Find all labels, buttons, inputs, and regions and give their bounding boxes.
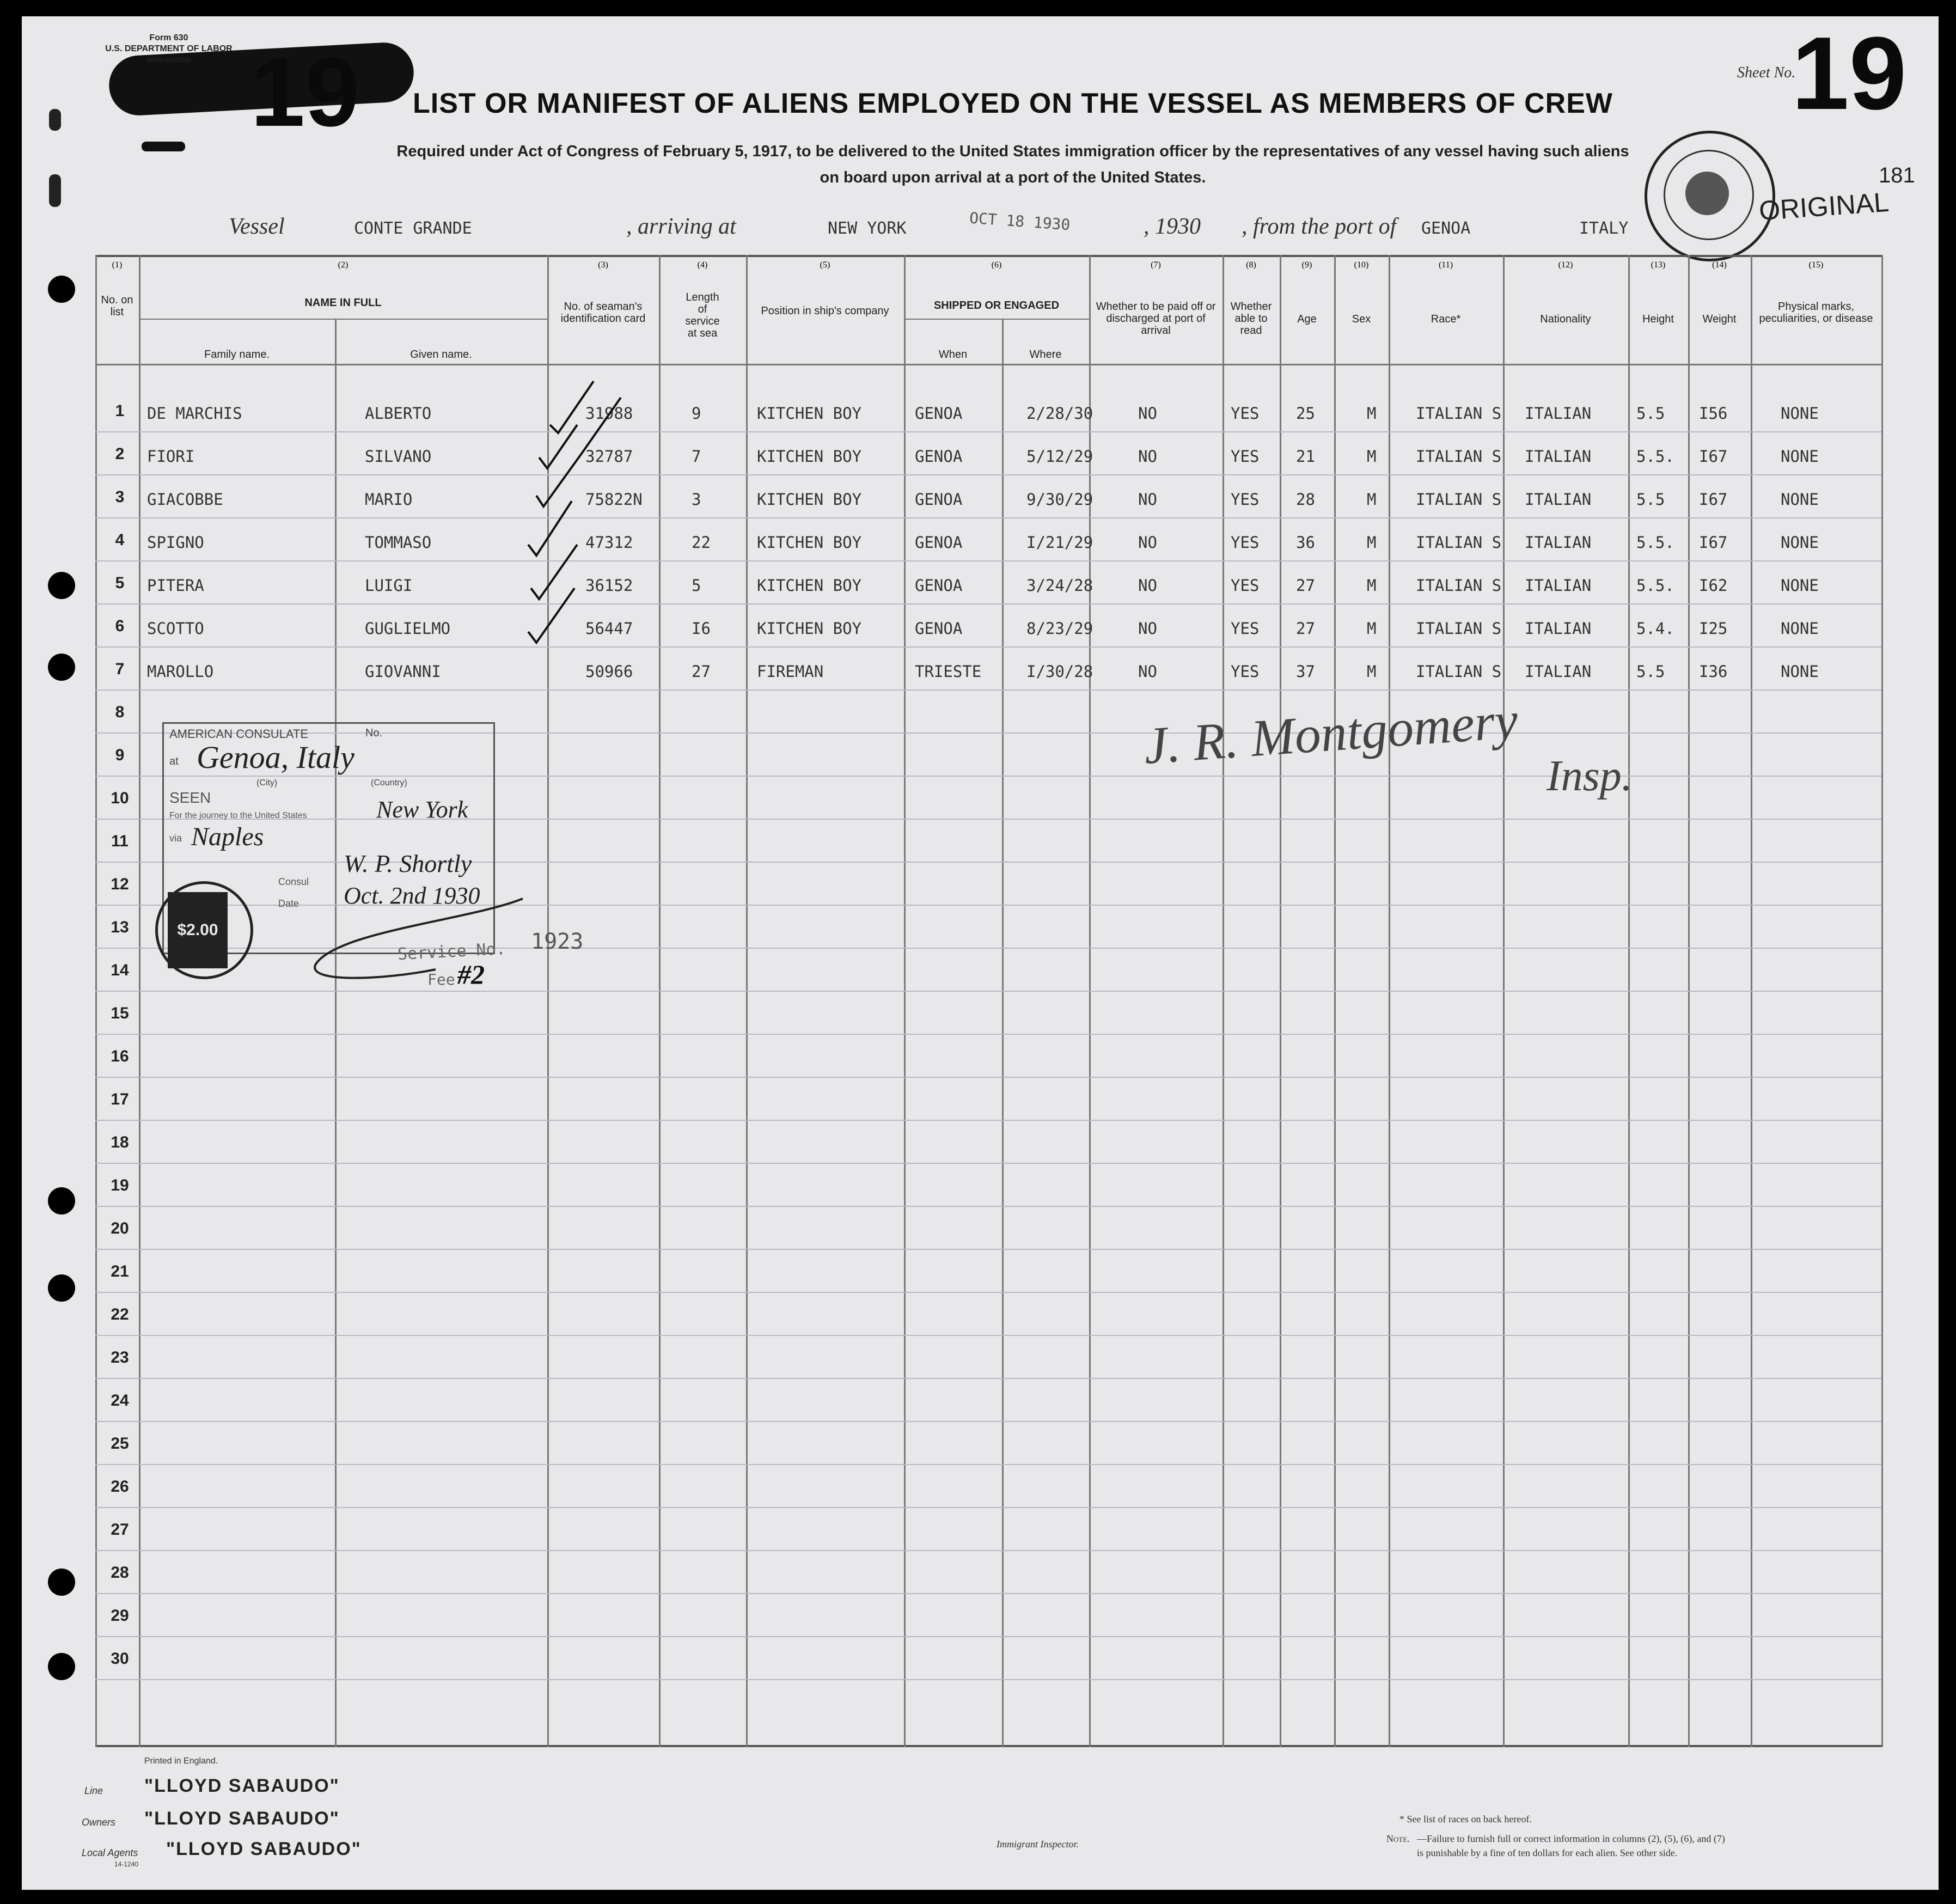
consulate-city-handwritten: Genoa, Italy [197,740,354,775]
binding-mark [49,174,61,207]
page-number: 181 [1879,163,1915,187]
id-card-number: 47312 [585,533,633,552]
row-number: 29 [111,1607,129,1625]
arrival-date-stamp: OCT 18 1930 [969,209,1071,234]
table-row-line [95,1034,1881,1035]
sheet-number: 19 [1792,16,1907,131]
consul-flourish [294,888,545,991]
physical-marks: NONE [1781,576,1819,595]
physical-marks: NONE [1781,619,1819,638]
family-name: MAROLLO [147,662,214,681]
form-code: 14-1240 [114,1860,139,1868]
consulate-consul-label: Consul [278,876,309,887]
sex: M [1367,447,1377,466]
row-number: 26 [111,1478,129,1496]
col-number-15: (15) [1808,260,1824,270]
shipped-where: GENOA [915,447,963,466]
weight: I67 [1699,533,1728,552]
col-number-2: (2) [338,260,349,270]
able-to-read: YES [1231,576,1260,595]
family-name: DE MARCHIS [147,404,242,423]
given-name: SILVANO [365,447,432,466]
physical-marks: NONE [1781,490,1819,509]
given-name: ALBERTO [365,404,432,423]
able-to-read: YES [1231,447,1260,466]
family-name: PITERA [147,576,204,595]
department-label: U.S. DEPARTMENT OF LABOR [105,44,233,53]
sex: M [1367,619,1377,638]
row-number: 21 [111,1262,129,1280]
header-age: Age [1297,313,1317,325]
col-number-10: (10) [1354,260,1369,270]
height: 5.5. [1636,447,1674,466]
punch-hole [48,276,75,303]
arriving-label: , arriving at [626,214,736,239]
col-number-5: (5) [820,260,830,270]
race: ITALIAN S [1416,447,1502,466]
manifest-title: LIST OR MANIFEST OF ALIENS EMPLOYED ON THE VESSEL AS MEMBERS OF CREW [413,88,1613,119]
year-label: , 1930 [1144,214,1201,239]
header-able-read: Whether able to read [1230,301,1272,337]
height: 5.5. [1636,533,1674,552]
from-port-label: , from the port of [1242,214,1397,239]
col-number-9: (9) [1301,260,1312,270]
header-nationality: Nationality [1540,313,1591,325]
height: 5.5 [1636,404,1665,423]
able-to-read: YES [1231,662,1260,681]
row-number: 13 [111,918,129,936]
header-name-in-full: NAME IN FULL [304,297,382,309]
table-row-line [95,1163,1881,1164]
age: 27 [1296,619,1315,638]
nationality: ITALIAN [1525,576,1592,595]
header-length-service: Length of service at sea [685,291,720,339]
row-number: 15 [111,1004,129,1022]
header-id-card: No. of seaman's identification card [560,301,646,325]
row-number: 14 [111,961,129,979]
consulate-heading: AMERICAN CONSULATE [169,727,309,741]
able-to-read: YES [1231,619,1260,638]
table-row-line [95,1421,1881,1422]
consulate-at-label: at [169,755,179,767]
header-race: Race* [1431,313,1461,325]
big-sheet-number-left: 19 [250,38,360,147]
shipped-where: GENOA [915,404,963,423]
physical-marks: NONE [1781,447,1819,466]
height: 5.4. [1636,619,1674,638]
given-name: TOMMASO [365,533,432,552]
age: 21 [1296,447,1315,466]
punch-hole [48,1274,75,1302]
header-sex: Sex [1352,313,1371,325]
fee-label: Fee [427,971,455,988]
age: 37 [1296,662,1315,681]
nationality: ITALIAN [1525,447,1592,466]
table-row-line [95,1679,1881,1680]
table-row-line [95,1593,1881,1594]
check-marks [512,365,653,692]
owners-value: "LLOYD SABAUDO" [144,1808,340,1829]
position: KITCHEN BOY [757,404,862,423]
punch-hole [48,654,75,681]
consulate-date-handwritten: Oct. 2nd 1930 [344,882,480,909]
height: 5.5. [1636,576,1674,595]
row-number: 12 [111,875,129,893]
row-number: 30 [111,1650,129,1668]
shipped-when: 9/30/29 [1026,490,1093,509]
position: KITCHEN BOY [757,447,862,466]
consulate-via-handwritten: Naples [191,822,264,851]
position: KITCHEN BOY [757,576,862,595]
row-number: 22 [111,1305,129,1323]
id-card-number: 56447 [585,619,633,638]
table-row-line [95,1378,1881,1379]
shipped-when: I/30/28 [1026,662,1093,681]
id-card-number: 50966 [585,662,633,681]
punch-hole [48,572,75,599]
service-length: 7 [692,447,701,466]
row-number: 25 [111,1435,129,1453]
age: 27 [1296,576,1315,595]
position: KITCHEN BOY [757,619,862,638]
row-number: 6 [115,617,125,635]
sex: M [1367,404,1377,423]
service-length: 3 [692,490,701,509]
row-number: 23 [111,1348,129,1366]
col-number-8: (8) [1246,260,1256,270]
row-number: 5 [115,574,125,592]
age: 28 [1296,490,1315,509]
given-name: GUGLIELMO [365,619,451,638]
row-number: 7 [115,660,125,678]
header-paid-off: Whether to be paid off or discharged at port of arrival [1096,301,1216,337]
shipped-where: GENOA [915,533,963,552]
id-card-number: 75822N [585,490,643,509]
shipped-where: GENOA [915,490,963,509]
header-shipped-engaged: SHIPPED OR ENGAGED [933,300,1060,312]
shipped-when: 2/28/30 [1026,404,1093,423]
inspector-title: Insp. [1547,752,1633,800]
table-row-line [95,1464,1881,1465]
row-number: 10 [111,789,129,807]
col-number-1: (1) [112,260,123,270]
row-number: 16 [111,1047,129,1065]
table-row-line [95,1077,1881,1078]
paid-off: NO [1138,447,1157,466]
header-weight: Weight [1702,313,1737,325]
shipped-when: 8/23/29 [1026,619,1093,638]
able-to-read: YES [1231,533,1260,552]
header-position: Position in ship's company [761,305,889,317]
table-row-line [95,474,1881,475]
note-text-1: —Failure to furnish full or correct information in columns (2), (5), (6), and (7) [1417,1833,1725,1844]
table-row-line [95,517,1881,518]
fee-stamp-value: $2.00 [168,892,228,968]
paid-off: NO [1138,619,1157,638]
row-number: 27 [111,1521,129,1539]
note-text-2: is punishable by a fine of ten dollars for each alien. See other side. [1417,1847,1678,1858]
weight: I25 [1699,619,1728,638]
line-label: Line [84,1785,103,1796]
row-number: 20 [111,1219,129,1237]
height: 5.5 [1636,490,1665,509]
table-row-line [95,1249,1881,1250]
agents-value: "LLOYD SABAUDO" [166,1839,362,1859]
table-row-line [95,1507,1881,1508]
paid-off: NO [1138,490,1157,509]
binding-mark [49,109,61,131]
header-no-on-list: No. on list [101,294,133,318]
row-number: 19 [111,1176,129,1194]
consulate-seen: SEEN [169,789,211,806]
able-to-read: YES [1231,490,1260,509]
table-row-line [95,1206,1881,1207]
row-number: 3 [115,488,125,506]
col-number-13: (13) [1651,260,1666,270]
nationality: ITALIAN [1525,662,1592,681]
family-name: SPIGNO [147,533,204,552]
given-name: GIOVANNI [365,662,441,681]
row-number: 2 [115,445,125,463]
weight: I67 [1699,447,1728,466]
consulate-via-label: via [169,833,182,844]
col-number-3: (3) [598,260,608,270]
nationality: ITALIAN [1525,404,1592,423]
family-name: GIACOBBE [147,490,223,509]
vessel-label: Vessel [229,214,285,239]
table-row-line [95,1120,1881,1121]
header-where: Where [1029,349,1062,361]
id-card-number: 31988 [585,404,633,423]
races-note: * See list of races on back hereof. [1399,1814,1532,1824]
note-label: Note. [1386,1833,1410,1844]
nationality: ITALIAN [1525,533,1592,552]
from-port: GENOA [1421,219,1471,238]
table-row-line [95,1335,1881,1336]
col-number-6: (6) [991,260,1002,270]
header-height: Height [1642,313,1674,325]
consulate-for-label: For the journey to the United States [169,811,307,820]
shipped-where: GENOA [915,576,963,595]
race: ITALIAN S [1416,576,1502,595]
age: 36 [1296,533,1315,552]
punch-hole [48,1187,75,1215]
shipped-when: I/21/29 [1026,533,1093,552]
manifest-page [22,16,1939,1890]
age: 25 [1296,404,1315,423]
nationality: ITALIAN [1525,619,1592,638]
row-number: 8 [115,703,125,721]
physical-marks: NONE [1781,662,1819,681]
service-length: 27 [692,662,711,681]
col-number-4: (4) [697,260,708,270]
punch-hole [48,1569,75,1596]
service-no: 1923 [531,929,584,954]
immigrant-inspector-label: Immigrant Inspector. [997,1839,1079,1850]
race: ITALIAN S [1416,619,1502,638]
table-row-line [95,603,1881,605]
physical-marks: NONE [1781,404,1819,423]
consulate-date-label: Date [278,898,299,909]
header-family-name: Family name. [204,349,270,361]
table-row-line [95,646,1881,648]
table-row-line [95,1636,1881,1637]
fee-value: #2 [457,959,485,990]
race: ITALIAN S [1416,662,1502,681]
table-row-line [95,560,1881,562]
shipped-where: GENOA [915,619,963,638]
row-number: 1 [115,402,125,420]
service-length: 9 [692,404,701,423]
paid-off: NO [1138,576,1157,595]
sex: M [1367,490,1377,509]
consulate-country-label: (Country) [371,778,407,788]
service-no-label: Service No. [397,939,506,965]
service-length: 5 [692,576,701,595]
consulate-city-label: (City) [256,778,278,788]
line-value: "LLOYD SABAUDO" [144,1775,340,1796]
paid-off: NO [1138,404,1157,423]
service-length: I6 [692,619,711,638]
given-name: LUIGI [365,576,413,595]
sheet-label: Sheet No. [1737,64,1796,81]
given-name: MARIO [365,490,413,509]
race: ITALIAN S [1416,533,1502,552]
col-number-14: (14) [1712,260,1727,270]
col-number-12: (12) [1558,260,1573,270]
physical-marks: NONE [1781,533,1819,552]
sex: M [1367,576,1377,595]
shipped-when: 3/24/28 [1026,576,1093,595]
consulate-destination-handwritten: New York [376,796,468,823]
height: 5.5 [1636,662,1665,681]
manifest-subtitle-1: Required under Act of Congress of February 5, 1917, to be delivered to the United States immigration officer by the representatives of any vessel having such aliens [396,143,1629,160]
row-number: 17 [111,1090,129,1108]
consulate-consul-signature: W. P. Shortly [344,850,472,877]
from-country: ITALY [1579,219,1629,238]
consulate-no-label: No. [365,727,383,739]
printed-note: Printed in England. [144,1756,218,1766]
weight: I67 [1699,490,1728,509]
family-name: SCOTTO [147,619,204,638]
table-row-line [95,689,1881,691]
id-card-number: 36152 [585,576,633,595]
race: ITALIAN S [1416,490,1502,509]
manifest-subtitle-2: on board upon arrival at a port of the United States. [820,169,1206,186]
service-label: IMMIGRATION [146,56,191,64]
position: FIREMAN [757,662,824,681]
paid-off: NO [1138,662,1157,681]
row-number: 11 [111,832,129,850]
inspector-signature: J. R. Montgomery [1142,691,1520,775]
family-name: FIORI [147,447,195,466]
original-stamp: ORIGINAL [1758,186,1890,227]
paid-off: NO [1138,533,1157,552]
id-card-number: 32787 [585,447,633,466]
sex: M [1367,662,1377,681]
weight: I36 [1699,662,1728,681]
punch-hole [48,1653,75,1680]
row-number: 4 [115,531,125,549]
race: ITALIAN S [1416,404,1502,423]
weight: I62 [1699,576,1728,595]
position: KITCHEN BOY [757,490,862,509]
table-row-line [95,431,1881,432]
manifest-table [95,255,1881,1747]
row-number: 28 [111,1564,129,1582]
vessel-name: CONTE GRANDE [354,219,472,238]
row-number: 9 [115,746,125,764]
weight: I56 [1699,404,1728,423]
owners-label: Owners [82,1817,116,1828]
shipped-where: TRIESTE [915,662,982,681]
row-number: 18 [111,1133,129,1151]
table-row-line [95,1550,1881,1551]
row-number: 24 [111,1392,129,1409]
port-stamp [1645,131,1775,261]
agents-label: Local Agents [82,1847,138,1858]
shipped-when: 5/12/29 [1026,447,1093,466]
header-physical-marks: Physical marks, peculiarities, or disease [1759,301,1873,325]
header-given-name: Given name. [410,349,472,361]
table-row-line [95,1292,1881,1293]
redaction-mark [142,142,185,151]
col-number-11: (11) [1438,260,1453,270]
header-when: When [938,349,968,361]
col-number-7: (7) [1151,260,1161,270]
sex: M [1367,533,1377,552]
service-length: 22 [692,533,711,552]
position: KITCHEN BOY [757,533,862,552]
arriving-port: NEW YORK [828,219,907,238]
nationality: ITALIAN [1525,490,1592,509]
form-number: Form 630 [149,33,188,42]
able-to-read: YES [1231,404,1260,423]
